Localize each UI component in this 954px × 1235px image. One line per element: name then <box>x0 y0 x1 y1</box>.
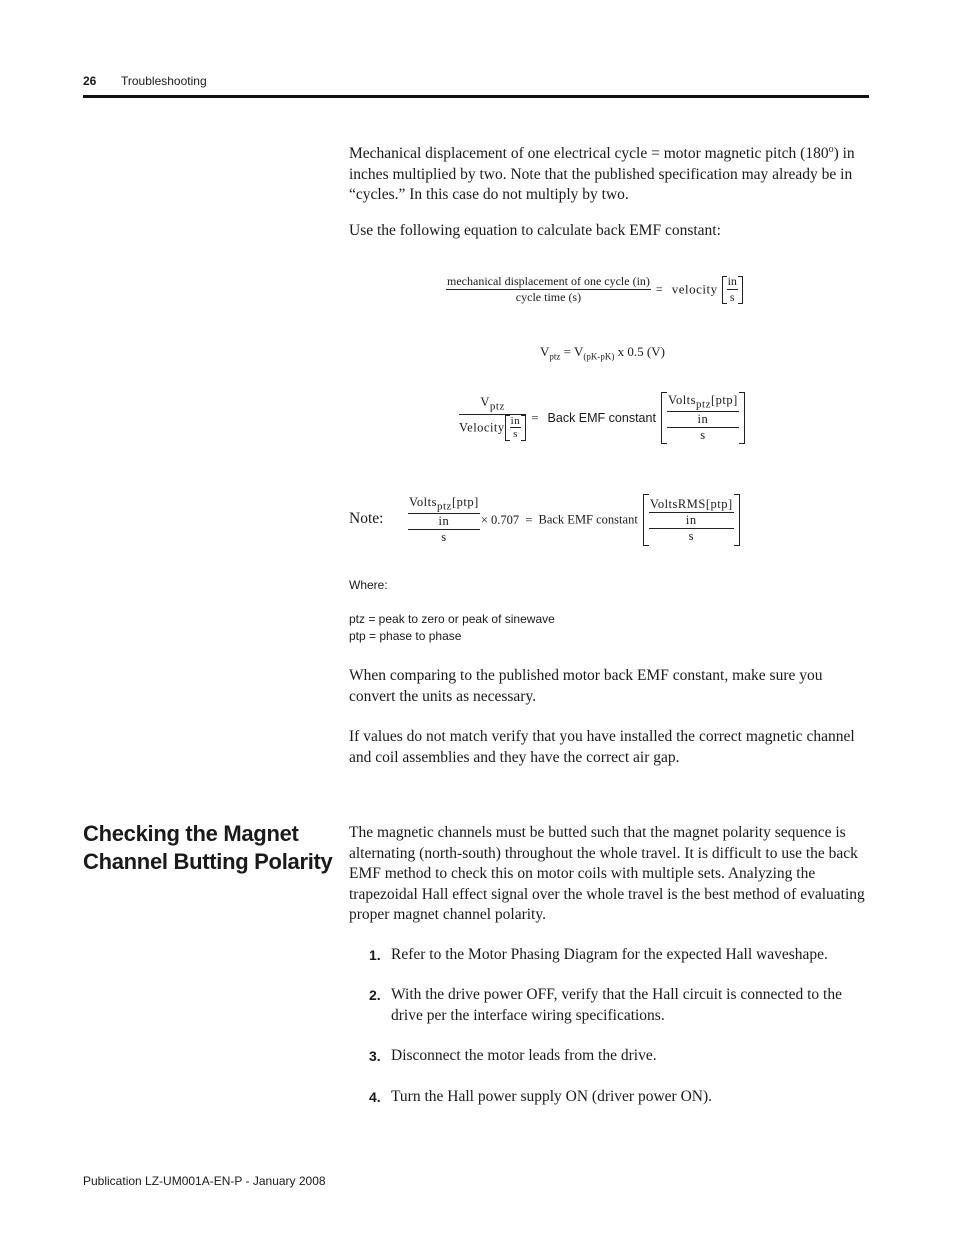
eq4-times: × 0.707 <box>480 512 520 527</box>
step-item <box>369 985 869 1026</box>
page-number: 26 <box>83 74 97 88</box>
eq1-unit-den: s <box>729 290 735 304</box>
degree-sup: o <box>828 144 834 155</box>
step-text: Disconnect the motor leads from the drive. <box>391 1047 657 1064</box>
step-number: 3. <box>369 1048 381 1064</box>
intro-paragraph-1 <box>349 140 869 206</box>
eq2-ptz: ptz <box>549 351 561 362</box>
header-rule <box>83 95 869 98</box>
eq3-bracket-small-right <box>521 415 526 441</box>
eq3-right-num <box>667 393 739 412</box>
eq3-in: in <box>667 412 739 428</box>
section-heading-line-1: Checking the Magnet <box>83 821 299 846</box>
eq4-ptp2: [ptp] <box>705 496 733 511</box>
eq4-in: in <box>408 514 480 530</box>
eq4-equals: = <box>525 512 533 527</box>
publication-footer: Publication LZ-UM001A-EN-P - January 2008 <box>83 1174 326 1188</box>
header-section-title: Troubleshooting <box>121 74 207 88</box>
eq2-rest: x 0.5 (V) <box>617 344 665 359</box>
eq3-unit-den: s <box>513 428 518 441</box>
step-text: Turn the Hall power supply ON (driver power ON). <box>391 1088 712 1105</box>
intro-p1-text: Mechanical displacement of one electrical cycle = motor magnetic pitch (180 <box>349 145 829 163</box>
step-number: 2. <box>369 987 381 1003</box>
mismatch-paragraph: If values do not match verify that you have installed the correct magnetic channel and coil assemblies and they have the correct air gap. <box>349 728 855 766</box>
eq1-denominator: cycle time (s) <box>515 290 582 304</box>
eq3-v: V <box>480 395 490 410</box>
eq3-ptz2: ptz <box>696 398 711 411</box>
where-title: Where: <box>349 578 388 592</box>
eq3-s: s <box>700 427 706 442</box>
eq4-note-label: Note: <box>349 510 384 527</box>
eq3-left-den <box>459 415 526 441</box>
eq3-unit-num: in <box>510 415 521 428</box>
eq3-volts: Volts <box>668 393 697 408</box>
eq4-left-num <box>408 495 480 514</box>
eq3-right-den <box>667 412 739 443</box>
step-item <box>369 1087 869 1108</box>
eq4-right-fraction <box>649 497 734 544</box>
step-text: With the drive power OFF, verify that the Hall circuit is connected to the drive per the interface wiring specifications. <box>391 986 842 1024</box>
eq1-unit <box>727 274 738 305</box>
compare-paragraph: When comparing to the published motor back EMF constant, make sure you convert the units as necessary. <box>349 667 823 705</box>
step-number: 1. <box>369 947 381 963</box>
eq3-velocity: Velocity <box>459 420 505 435</box>
intro-paragraph-2: Use the following equation to calculate back EMF constant: <box>349 222 721 239</box>
section-heading-line-2: Channel Butting Polarity <box>83 849 333 874</box>
eq3-equals: = <box>531 410 539 425</box>
step-text: Refer to the Motor Phasing Diagram for the expected Hall waveshape. <box>391 946 828 963</box>
eq4-left-den <box>408 514 480 545</box>
eq4-in2: in <box>649 513 734 529</box>
eq1-equals: = <box>655 282 663 296</box>
equation-velocity <box>446 274 743 305</box>
intro-p1-text-rest: ) in inches multiplied by two. Note that the published specification may already be in “cycles.” In this case do not multiply by two. <box>349 145 855 204</box>
eq1-bracket-right <box>738 276 743 304</box>
eq1-fraction <box>446 274 651 305</box>
step-item <box>369 945 869 966</box>
eq3-ptz: ptz <box>489 400 505 413</box>
section-body: The magnetic channels must be butted such that the magnet polarity sequence is alternating (north-south) throughout the whole travel. It is difficult to use the back EMF method to check this on motor coils with multiple sets. Analyzing the trapezoidal Hall effect signal over the whole travel is the best method of evaluating proper magnet channel polarity. <box>349 824 865 923</box>
eq3-ptp: [ptp] <box>710 393 738 408</box>
section-heading <box>83 820 333 876</box>
step-number: 4. <box>369 1089 381 1105</box>
step-item <box>369 1046 869 1067</box>
eq3-right-fraction <box>667 393 739 443</box>
eq4-left-fraction <box>408 495 480 545</box>
eq4-volts-rms: VoltsRMS <box>649 496 706 511</box>
equation-vptz <box>540 344 665 362</box>
eq4-bracket-right <box>734 494 740 546</box>
eq3-label: Back EMF constant <box>547 411 656 425</box>
eq4-right-den <box>649 513 734 544</box>
eq4-s: s <box>441 529 447 544</box>
eq3-unit <box>510 415 522 440</box>
eq4-right-num <box>649 497 734 513</box>
eq1-numerator: mechanical displacement of one cycle (in) <box>447 274 650 288</box>
eq1-velocity: velocity <box>671 281 718 297</box>
eq1-unit-num: in <box>727 274 737 288</box>
eq2-pkpk: (pK-pK) <box>583 351 615 362</box>
eq2-equals: = V <box>563 344 584 359</box>
eq2-v: V <box>540 344 550 359</box>
eq3-bracket-right <box>739 392 745 444</box>
eq4-ptz: ptz <box>436 500 452 513</box>
eq4-ptp: [ptp] <box>451 495 479 510</box>
where-line-ptz: ptz = peak to zero or peak of sinewave <box>349 612 555 626</box>
where-line-ptp: ptp = phase to phase <box>349 629 462 643</box>
eq4-s2: s <box>688 528 694 543</box>
eq3-left-fraction <box>459 395 526 441</box>
eq4-volts: Volts <box>409 495 437 510</box>
equation-note <box>408 494 740 546</box>
equation-back-emf <box>459 392 745 444</box>
eq3-left-num <box>459 395 526 415</box>
eq4-label: Back EMF constant <box>538 512 638 527</box>
